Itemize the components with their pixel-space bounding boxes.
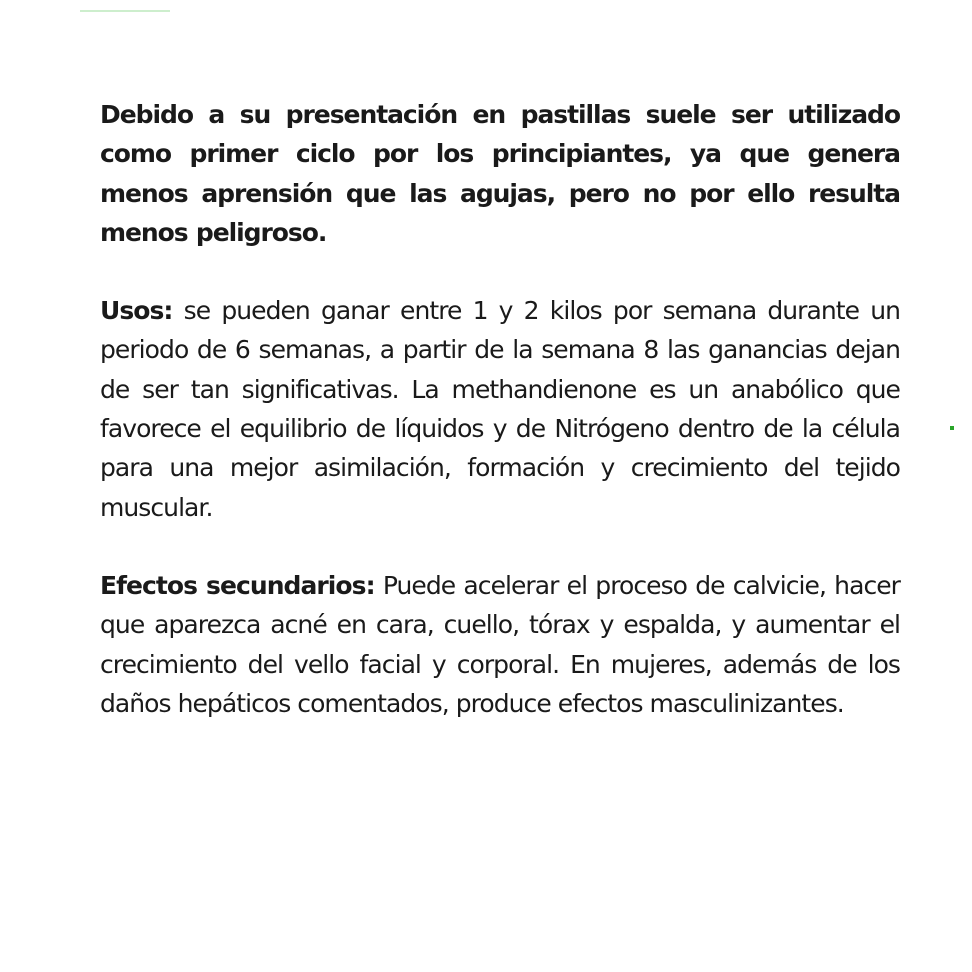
paragraph-spacer <box>100 527 900 566</box>
uses-paragraph <box>100 291 900 527</box>
uses-text: se pueden ganar entre 1 y 2 kilos por semana durante un periodo de 6 semanas, a partir de la semana 8 las ganancias dejan de ser tan significativas. La methandienone es un anabólico que favorece el equilibrio de líquidos y de Nitrógeno dentro de la célula para una mejor asimilación, formación y crecimiento del tejido muscular. <box>100 296 901 522</box>
side-effects-label: Efectos secundarios: <box>100 570 375 600</box>
side-effects-paragraph <box>100 566 900 723</box>
decorative-mark <box>80 10 170 12</box>
intro-paragraph: Debido a su presentación en pastillas suele ser utilizado como primer ciclo por los principiantes, ya que genera menos aprensión que las agujas, pero no por ello resulta menos peligroso. <box>100 100 900 247</box>
paragraph-spacer <box>100 252 900 291</box>
side-effects-text: Puede acelerar el proceso de calvicie, hacer que aparezca acné en cara, cuello, tórax y espalda, y aumentar el crecimiento del vello facial y corporal. En mujeres, además de los daños hepáticos comentados, produce efectos masculinizantes. <box>100 570 900 718</box>
uses-label: Usos: <box>100 296 173 326</box>
document-body <box>100 95 900 723</box>
decorative-dot <box>950 426 954 430</box>
